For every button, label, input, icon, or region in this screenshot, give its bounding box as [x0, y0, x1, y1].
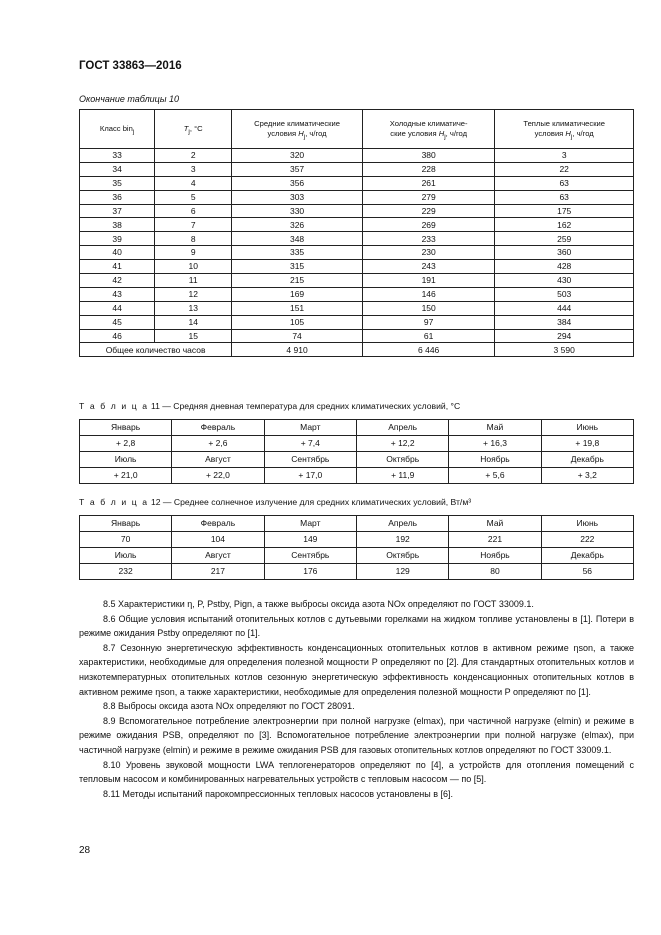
table-cell: 279 — [362, 190, 494, 204]
table-cell: 34 — [80, 162, 155, 176]
table-cell: 97 — [362, 315, 494, 329]
months-row-1 — [80, 516, 634, 532]
table-cell: 6 — [155, 204, 232, 218]
value-cell: + 3,2 — [541, 468, 633, 484]
table-row — [80, 190, 634, 204]
table-cell: 243 — [362, 260, 494, 274]
value-cell: 149 — [264, 532, 356, 548]
table-cell: 43 — [80, 287, 155, 301]
table-cell: 9 — [155, 246, 232, 260]
table-cell: 40 — [80, 246, 155, 260]
col-header-warm: Теплые климатические условия $H_j$, ч/год — [495, 110, 634, 149]
month-cell: Июль — [80, 452, 172, 468]
table-row — [80, 329, 634, 343]
value-cell: 129 — [357, 564, 449, 580]
table-cell: 41 — [80, 260, 155, 274]
value-cell: 217 — [172, 564, 264, 580]
value-cell: + 7,4 — [264, 436, 356, 452]
value-cell: + 5,6 — [449, 468, 541, 484]
table-cell: 356 — [232, 176, 363, 190]
table-cell: 46 — [80, 329, 155, 343]
values-row-2 — [80, 564, 634, 580]
table-cell: 11 — [155, 274, 232, 288]
table-row — [80, 149, 634, 163]
table-row — [80, 287, 634, 301]
table-cell: 294 — [495, 329, 634, 343]
table-cell: 63 — [495, 176, 634, 190]
table12-title-text: 12 — Среднее солнечное излучение для средних климатических условий, Вт/м³ — [150, 497, 472, 507]
table-cell: 15 — [155, 329, 232, 343]
table-cell: 36 — [80, 190, 155, 204]
month-cell: Октябрь — [357, 548, 449, 564]
table-cell: 330 — [232, 204, 363, 218]
table-cell: 10 — [155, 260, 232, 274]
month-cell: Апрель — [357, 516, 449, 532]
col-header-average: Средние климатические условия $H_j$, ч/год — [232, 110, 363, 149]
table-10 — [79, 109, 634, 357]
value-cell: 222 — [541, 532, 633, 548]
table-cell: 146 — [362, 287, 494, 301]
table12-title — [79, 497, 471, 507]
table-cell: 3 — [495, 149, 634, 163]
table-cell: 151 — [232, 301, 363, 315]
month-cell: Сентябрь — [264, 452, 356, 468]
month-cell: Ноябрь — [449, 452, 541, 468]
value-cell: 104 — [172, 532, 264, 548]
value-cell: 56 — [541, 564, 633, 580]
table-cell: 320 — [232, 149, 363, 163]
table-row — [80, 162, 634, 176]
month-cell: Февраль — [172, 420, 264, 436]
value-cell: 70 — [80, 532, 172, 548]
table-cell: 35 — [80, 176, 155, 190]
month-cell: Май — [449, 420, 541, 436]
table-row — [80, 204, 634, 218]
table-row — [80, 260, 634, 274]
table-cell: 233 — [362, 232, 494, 246]
table-cell: 430 — [495, 274, 634, 288]
table-cell: 259 — [495, 232, 634, 246]
table-cell: 37 — [80, 204, 155, 218]
table-cell: 38 — [80, 218, 155, 232]
col-header-cold: Холодные климатиче- ские условия $H_j$, ч/год — [362, 110, 494, 149]
months-row-2 — [80, 452, 634, 468]
table-cell: 380 — [362, 149, 494, 163]
table-cell: 45 — [80, 315, 155, 329]
months-row-2 — [80, 548, 634, 564]
table-cell: 230 — [362, 246, 494, 260]
table-cell: 7 — [155, 218, 232, 232]
table-cell: 14 — [155, 315, 232, 329]
value-cell: + 12,2 — [357, 436, 449, 452]
value-cell: + 2,8 — [80, 436, 172, 452]
table-cell: 13 — [155, 301, 232, 315]
month-cell: Октябрь — [357, 452, 449, 468]
month-cell: Март — [264, 420, 356, 436]
table-cell: 39 — [80, 232, 155, 246]
total-warm: 3 590 — [495, 343, 634, 357]
table-cell: 348 — [232, 232, 363, 246]
values-row-1 — [80, 532, 634, 548]
table-cell: 5 — [155, 190, 232, 204]
table-cell: 2 — [155, 149, 232, 163]
total-average: 4 910 — [232, 343, 363, 357]
value-cell: 221 — [449, 532, 541, 548]
table-cell: 105 — [232, 315, 363, 329]
total-label: Общее количество часов — [80, 343, 232, 357]
table-row — [80, 315, 634, 329]
paragraph-8-10: 8.10 Уровень звуковой мощности LWA теплогенераторов определяют по [4], а устройств для отопления помещений с тепловым насосом и комбинированных нагревательных устройств с тепловым насосом — по [5]. — [79, 759, 634, 785]
values-row-2 — [80, 468, 634, 484]
table-cell: 150 — [362, 301, 494, 315]
month-cell: Июнь — [541, 420, 633, 436]
table-cell: 42 — [80, 274, 155, 288]
month-cell: Ноябрь — [449, 548, 541, 564]
table-cell: 315 — [232, 260, 363, 274]
value-cell: + 17,0 — [264, 468, 356, 484]
value-cell: + 19,8 — [541, 436, 633, 452]
month-cell: Декабрь — [541, 548, 633, 564]
table-cell: 22 — [495, 162, 634, 176]
paragraph-8-7: 8.7 Сезонную энергетическую эффективность конденсационных отопительных котлов в активном режиме ηson, а также характеристики, необходимые для определения полезной мощности P определяют по [2]. Для стандартных отопительных котлов и низкотемпературных отопительных котлов сезонную энергетическую эффективность конденсационных отопительных котлов в активном режиме ηson, а также характеристики, необходимые для определения полезной мощности P определяют по [1]. — [79, 642, 634, 697]
table-cell: 74 — [232, 329, 363, 343]
table-cell: 229 — [362, 204, 494, 218]
table11-title — [79, 401, 460, 411]
month-cell: Май — [449, 516, 541, 532]
table-label: Т а б л и ц а — [79, 497, 149, 507]
table-row — [80, 246, 634, 260]
table-cell: 269 — [362, 218, 494, 232]
table-cell: 4 — [155, 176, 232, 190]
value-cell: 176 — [264, 564, 356, 580]
table-cell: 261 — [362, 176, 494, 190]
table-cell: 175 — [495, 204, 634, 218]
table-header-row — [80, 110, 634, 149]
values-row-1 — [80, 436, 634, 452]
table-cell: 12 — [155, 287, 232, 301]
month-cell: Сентябрь — [264, 548, 356, 564]
month-cell: Июль — [80, 548, 172, 564]
value-cell: + 2,6 — [172, 436, 264, 452]
table-cell: 444 — [495, 301, 634, 315]
table-cell: 8 — [155, 232, 232, 246]
table-row — [80, 232, 634, 246]
value-cell: 80 — [449, 564, 541, 580]
table-cell: 303 — [232, 190, 363, 204]
col-header-bin: Класс bin$_j$ — [80, 110, 155, 149]
table-cell: 3 — [155, 162, 232, 176]
table-row — [80, 176, 634, 190]
month-cell: Август — [172, 452, 264, 468]
paragraph-8-8: 8.8 Выбросы оксида азота NOx определяют по ГОСТ 28091. — [103, 701, 355, 712]
value-cell: 232 — [80, 564, 172, 580]
document-code: ГОСТ 33863—2016 — [79, 60, 182, 72]
table-cell: 357 — [232, 162, 363, 176]
month-cell: Февраль — [172, 516, 264, 532]
month-cell: Август — [172, 548, 264, 564]
table-row — [80, 218, 634, 232]
table-cell: 228 — [362, 162, 494, 176]
table-cell: 33 — [80, 149, 155, 163]
table-row — [80, 274, 634, 288]
page-number: 28 — [79, 845, 91, 856]
table-cell: 503 — [495, 287, 634, 301]
paragraph-8-6: 8.6 Общие условия испытаний отопительных котлов с дутьевыми горелками на жидком топливе установлены в [1]. Потери в режиме ожидания Pstby определяют по [1]. — [79, 613, 634, 639]
table-cell: 191 — [362, 274, 494, 288]
paragraph-8-11: 8.11 Методы испытаний парокомпрессионных тепловых насосов установлены в [6]. — [103, 788, 454, 799]
table-cell: 61 — [362, 329, 494, 343]
table-cell: 428 — [495, 260, 634, 274]
table-12 — [79, 515, 634, 580]
paragraph-8-5: 8.5 Характеристики η, P, Pstby, Pign, а также выбросы оксида азота NOx определяют по ГОСТ 33009.1. — [103, 599, 534, 609]
value-cell: 192 — [357, 532, 449, 548]
value-cell: + 21,0 — [80, 468, 172, 484]
table-cell: 215 — [232, 274, 363, 288]
month-cell: Январь — [80, 420, 172, 436]
month-cell: Март — [264, 516, 356, 532]
month-cell: Апрель — [357, 420, 449, 436]
month-cell: Декабрь — [541, 452, 633, 468]
total-cold: 6 446 — [362, 343, 494, 357]
table-cell: 169 — [232, 287, 363, 301]
table-label: Т а б л и ц а — [79, 401, 149, 411]
table10-caption: Окончание таблицы 10 — [79, 94, 179, 104]
table-11 — [79, 419, 634, 484]
table-cell: 335 — [232, 246, 363, 260]
table-row — [80, 301, 634, 315]
table-cell: 384 — [495, 315, 634, 329]
table11-title-text: 11 — Средняя дневная температура для средних климатических условий, °С — [150, 401, 461, 411]
table-cell: 162 — [495, 218, 634, 232]
col-header-temp: $T_j$, °С — [155, 110, 232, 149]
value-cell: + 11,9 — [357, 468, 449, 484]
month-cell: Июнь — [541, 516, 633, 532]
table-cell: 44 — [80, 301, 155, 315]
table-total-row — [80, 343, 634, 357]
paragraph-8-9: 8.9 Вспомогательное потребление электроэнергии при полной нагрузке (elmax), при частичной нагрузке (elmin) и режиме в режиме ожидания PSB, определяют по [3]. Вспомогательное потребление электроэнергии при полной нагрузке (elmax), при частичной нагрузке (elmin) и режиме в режиме ожидания PSB для газовых отопительных котлов определяют по ГОСТ 33009.1. — [79, 715, 634, 755]
body-text — [79, 597, 634, 801]
value-cell: + 16,3 — [449, 436, 541, 452]
table-cell: 326 — [232, 218, 363, 232]
table-cell: 360 — [495, 246, 634, 260]
months-row-1 — [80, 420, 634, 436]
table-cell: 63 — [495, 190, 634, 204]
month-cell: Январь — [80, 516, 172, 532]
value-cell: + 22,0 — [172, 468, 264, 484]
